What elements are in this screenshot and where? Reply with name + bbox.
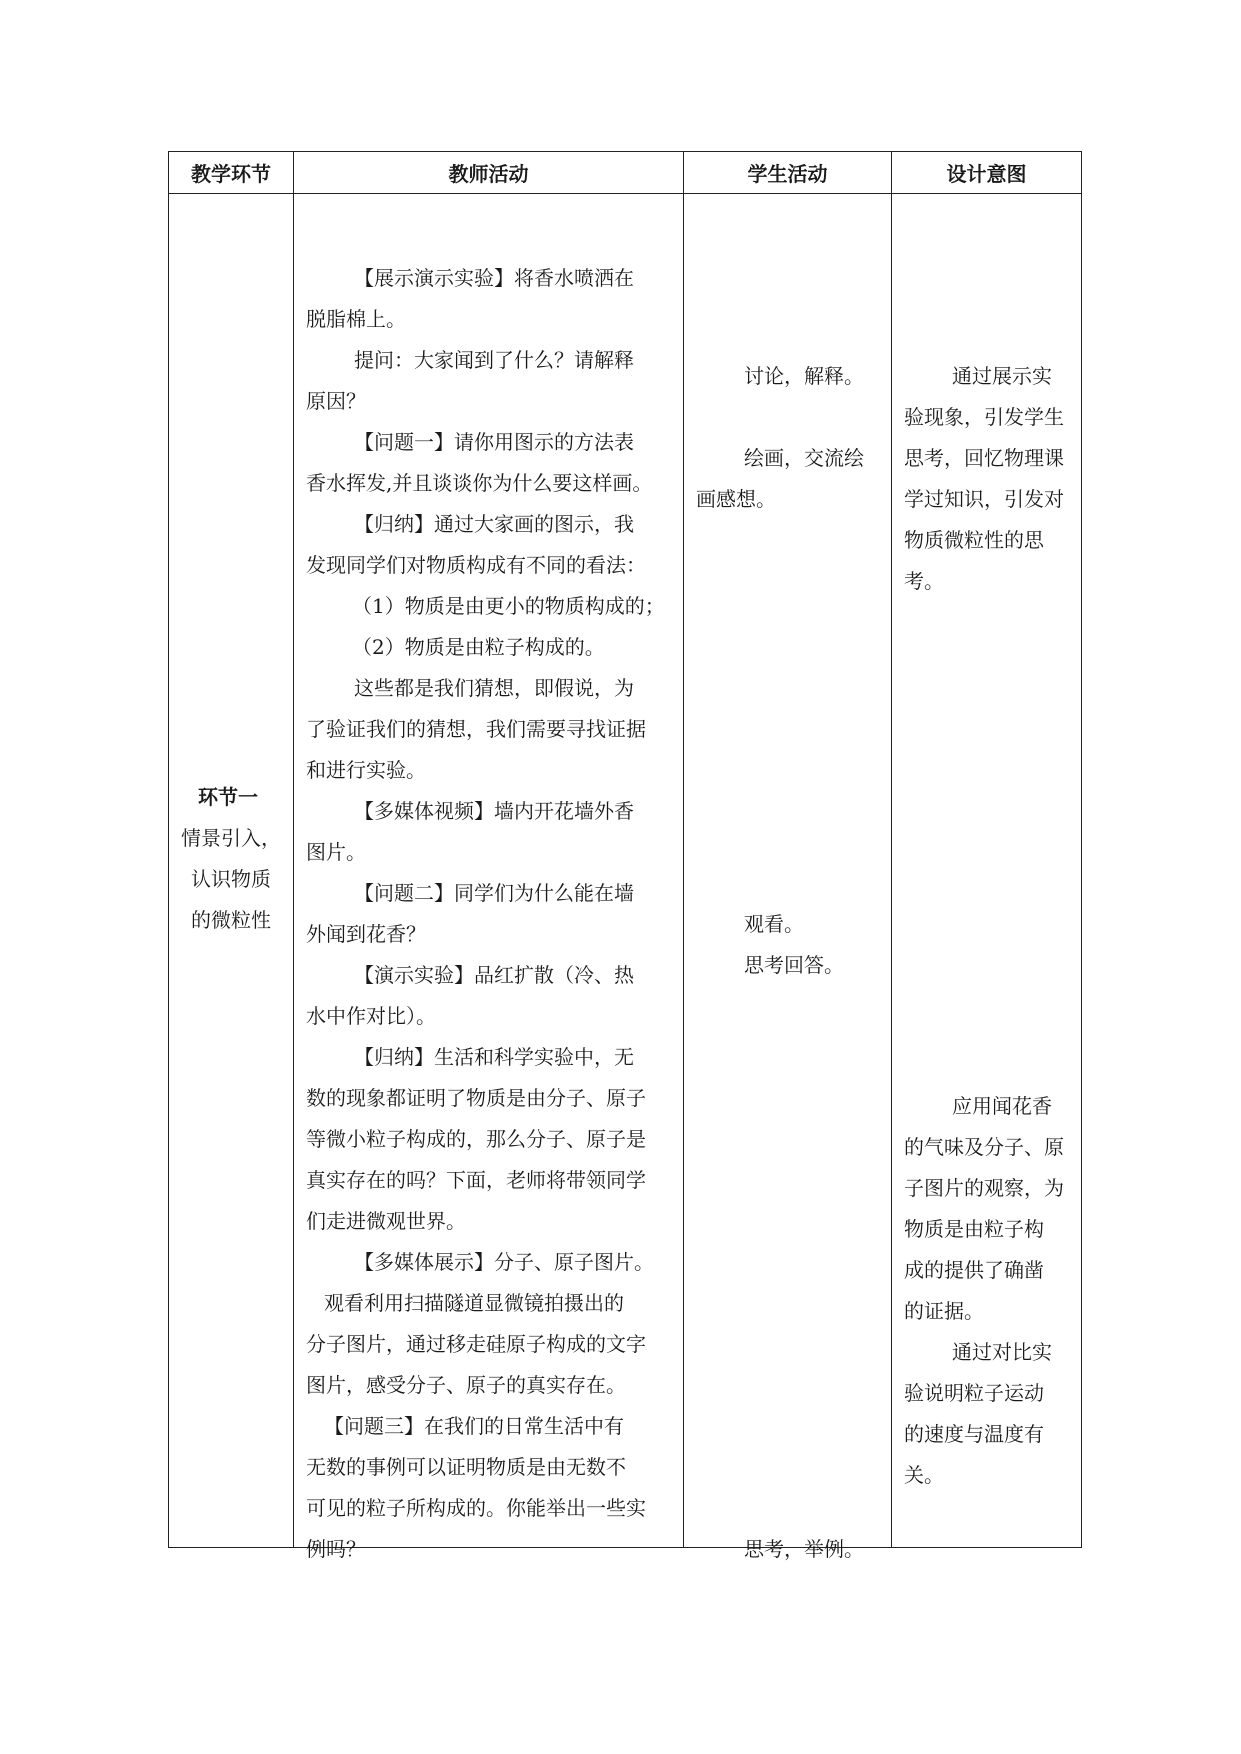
teacher-line: 这些都是我们猜想，即假说，为 [354, 676, 634, 700]
student-line: 观看。 [744, 912, 804, 936]
lesson-plan-table [168, 151, 1082, 1561]
stage-title: 环节一 [198, 785, 258, 809]
teacher-line: 数的现象都证明了物质是由分子、原子 [306, 1086, 646, 1110]
teacher-line: 香水挥发,并且谈谈你为什么要这样画。 [306, 471, 653, 495]
student-line: 画感想。 [696, 487, 776, 511]
header-teacher-activity: 教师活动 [294, 152, 684, 194]
intent-line: 通过对比实 [952, 1340, 1052, 1364]
teacher-line: 等微小粒子构成的，那么分子、原子是 [306, 1127, 646, 1151]
intent-line: 应用闻花香 [952, 1094, 1052, 1118]
intent-line: 关。 [904, 1463, 944, 1487]
teacher-line: 原因？ [306, 389, 366, 413]
teacher-line: 脱脂棉上。 [306, 307, 406, 331]
teacher-line: 【归纳】生活和科学实验中，无 [354, 1045, 634, 1069]
student-line: 思考，举例。 [744, 1537, 864, 1561]
teacher-line: 【问题一】请你用图示的方法表 [354, 430, 634, 454]
teacher-line: 了验证我们的猜想，我们需要寻找证据 [306, 717, 646, 741]
intent-line: 考。 [904, 569, 944, 593]
teacher-line: （1）物质是由更小的物质构成的； [352, 594, 665, 618]
stage-cell [169, 194, 294, 1548]
teacher-line: 【多媒体视频】墙内开花墙外香 [354, 799, 634, 823]
intent-line: 通过展示实 [952, 364, 1052, 388]
teacher-line: 无数的事例可以证明物质是由无数不 [306, 1455, 626, 1479]
teacher-line: 外闻到花香？ [306, 922, 426, 946]
intent-line: 验说明粒子运动 [904, 1381, 1044, 1405]
header-design-intent: 设计意图 [892, 152, 1082, 194]
intent-line: 的气味及分子、原 [904, 1135, 1064, 1159]
stage-line: 的微粒性 [191, 908, 271, 932]
teacher-line: 【演示实验】品红扩散（冷、热 [354, 963, 634, 987]
teacher-line: 图片，感受分子、原子的真实存在。 [306, 1373, 626, 1397]
teacher-line: 图片。 [306, 840, 366, 864]
teacher-line: 【多媒体展示】分子、原子图片。 [354, 1250, 654, 1274]
intent-line: 验现象，引发学生 [904, 405, 1064, 429]
teacher-line: 观看利用扫描隧道显微镜拍摄出的 [324, 1291, 624, 1315]
stage-line: 情景引入， [181, 826, 281, 850]
intent-line: 成的提供了确凿 [904, 1258, 1044, 1282]
teacher-line: 【展示演示实验】将香水喷洒在 [354, 266, 634, 290]
intent-line: 思考，回忆物理课 [904, 446, 1064, 470]
teacher-line: 分子图片，通过移走硅原子构成的文字 [306, 1332, 646, 1356]
teacher-line: 提问：大家闻到了什么？请解释 [354, 348, 634, 372]
student-line: 讨论，解释。 [744, 364, 864, 388]
teacher-line: 【问题三】在我们的日常生活中有 [324, 1414, 624, 1438]
design-intent-cell [892, 194, 1082, 1548]
teacher-line: （2）物质是由粒子构成的。 [352, 635, 605, 659]
teacher-line: 可见的粒子所构成的。你能举出一些实 [306, 1496, 646, 1520]
student-line: 绘画，交流绘 [744, 446, 864, 470]
intent-line: 的证据。 [904, 1299, 984, 1323]
intent-line: 物质微粒性的思 [904, 528, 1044, 552]
intent-line: 学过知识，引发对 [904, 487, 1064, 511]
student-line: 思考回答。 [744, 953, 844, 977]
intent-line: 的速度与温度有 [904, 1422, 1044, 1446]
stage-row [169, 194, 1082, 1548]
header-row [169, 152, 1082, 194]
teacher-line: 【问题二】同学们为什么能在墙 [354, 881, 634, 905]
student-activity-cell [684, 194, 892, 1561]
intent-line: 子图片的观察，为 [904, 1176, 1064, 1200]
intent-line: 物质是由粒子构 [904, 1217, 1044, 1241]
header-student-activity: 学生活动 [684, 152, 892, 194]
teacher-activity-cell [294, 194, 684, 1561]
header-stage: 教学环节 [169, 152, 294, 194]
teacher-line: 例吗？ [306, 1537, 366, 1561]
teacher-line: 真实存在的吗？下面，老师将带领同学 [306, 1168, 646, 1192]
teacher-line: 【归纳】通过大家画的图示，我 [354, 512, 634, 536]
teacher-line: 和进行实验。 [306, 758, 426, 782]
teacher-line: 们走进微观世界。 [306, 1209, 466, 1233]
stage-line: 认识物质 [191, 867, 271, 891]
teacher-line: 水中作对比）。 [306, 1004, 436, 1028]
teacher-line: 发现同学们对物质构成有不同的看法： [306, 553, 646, 577]
